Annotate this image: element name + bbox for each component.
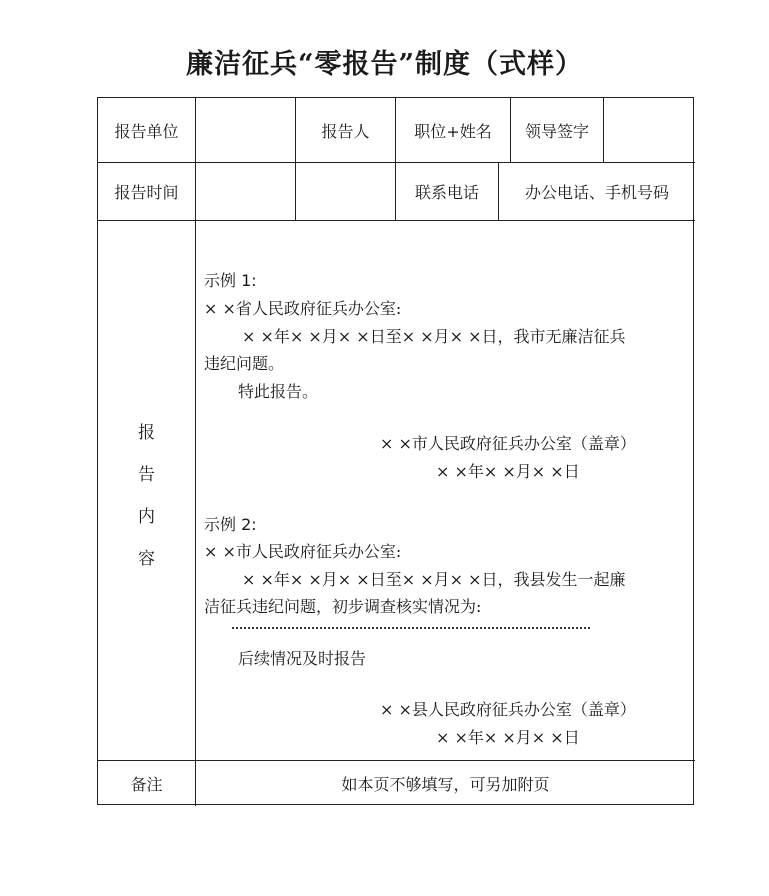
example1-date: × ×年× ×月× ×日 [436,462,580,481]
example1-addressee: × ×省人民政府征兵办公室: [204,299,402,318]
position-name-field[interactable]: 职位+姓名 [414,121,492,141]
report-unit-field[interactable] [196,98,295,162]
reporter-label: 报告人 [321,121,370,141]
example2-followup: 后续情况及时报告 [238,649,367,668]
side-char-2: 告 [138,465,155,485]
zero-report-form [97,97,694,805]
dotted-placeholder-line [232,627,590,629]
contact-field[interactable]: 办公电话、手机号码 [524,183,669,202]
blank-cell [296,163,395,220]
report-content-side-label [98,220,195,760]
remarks-field[interactable]: 如本页不够填写，可另加附页 [341,775,550,794]
side-char-3: 内 [138,507,155,527]
side-char-4: 容 [138,549,155,569]
report-time-label: 报告时间 [114,183,179,202]
leader-sign-label: 领导签字 [524,121,589,141]
example2-signer: × ×县人民政府征兵办公室（盖章） [380,700,636,719]
example2-date: × ×年× ×月× ×日 [436,728,580,747]
leader-sign-field[interactable] [604,98,695,162]
example2-body-line2: 洁征兵违纪问题，初步调查核实情况为: [204,597,482,616]
remarks-label: 备注 [130,775,163,794]
contact-label: 联系电话 [414,183,479,202]
example1-label: 示例 1: [204,271,257,290]
example1-body-line1: × ×年× ×月× ×日至× ×月× ×日，我市无廉洁征兵 [242,327,626,346]
example1-closing: 特此报告。 [238,382,319,401]
example2-label: 示例 2: [204,515,257,534]
side-char-1: 报 [138,423,155,443]
example1-signer: × ×市人民政府征兵办公室（盖章） [380,434,636,453]
form-title: 廉洁征兵“零报告”制度（式样） [185,49,584,80]
example2-body-line1: × ×年× ×月× ×日至× ×月× ×日，我县发生一起廉 [242,570,626,589]
example2-addressee: × ×市人民政府征兵办公室: [204,542,402,561]
report-unit-label: 报告单位 [114,121,179,141]
example1-body-line2: 违纪问题。 [204,354,285,373]
report-time-field[interactable] [196,163,295,220]
